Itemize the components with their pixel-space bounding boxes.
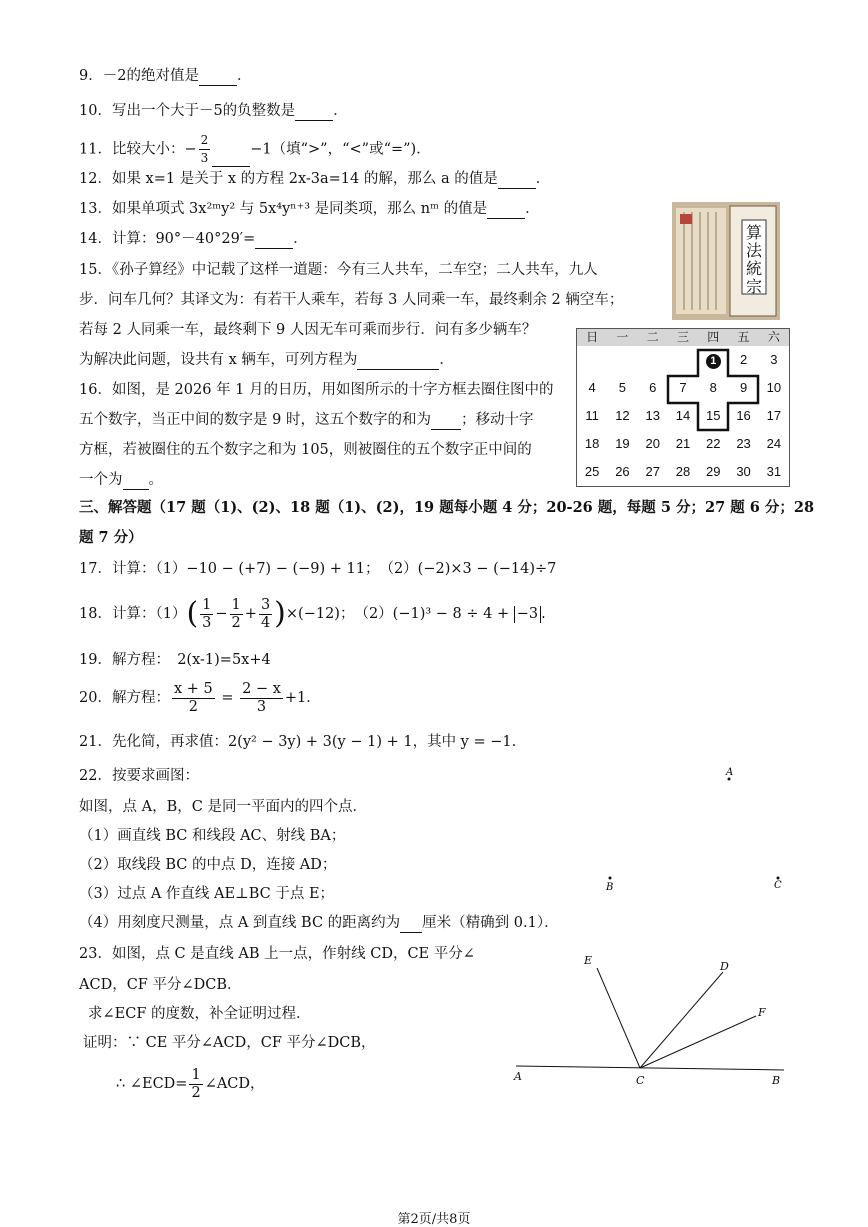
question-14 [79, 229, 308, 249]
calendar-day: 2 [739, 352, 748, 367]
label-a: A [726, 767, 734, 778]
answer-blank[interactable] [400, 916, 422, 933]
question-9 [79, 66, 251, 86]
calendar-weekday: 三 [676, 330, 689, 344]
question-12 [79, 169, 550, 189]
calendar-weekday: 日 [586, 330, 599, 344]
calendar-day: 15 [706, 408, 721, 423]
calendar-day: 9 [739, 380, 748, 395]
calendar-body [577, 346, 789, 486]
q-text: +1． [284, 690, 321, 706]
denominator: 4 [260, 614, 271, 631]
q-text: 按要求画图： [111, 768, 199, 784]
question-19 [79, 650, 271, 670]
q-number: 9． [79, 68, 103, 84]
question-18: 18．计算：（1）( $\frac{1}{3}$ − $\frac{1}{2}$ + $\frac{3}{4}$ )×(−12)； （2）(−1)³ − 8 ÷ 4 + −3 . [79, 596, 546, 631]
calendar-day-marked: 1 [706, 354, 721, 369]
question-21 [79, 732, 516, 752]
ray-ce [597, 968, 640, 1068]
q-text: 如图，是 2026 年 1 月的日历，用如图所示的十字方框去圈住图中的 [111, 382, 554, 398]
q-number: 11． [79, 141, 112, 158]
q-text: ×(−12)； （2）(−1)³ − 8 ÷ 4 + [285, 606, 514, 622]
answer-blank[interactable] [199, 69, 237, 86]
calendar [576, 328, 790, 487]
q-text: 计算：（1） [111, 606, 187, 622]
fraction [189, 1067, 202, 1102]
question-22-line1: 如图，点 A，B，C 是同一平面内的四个点． [79, 799, 367, 815]
svg-text:法: 法 [745, 241, 763, 260]
ray-cf [640, 1016, 756, 1068]
svg-text:統: 統 [745, 259, 763, 278]
fraction [200, 597, 213, 632]
question-16-line2 [79, 410, 533, 430]
q-text: 五个数字，当正中间的数字是 9 时，这五个数字的和为 [79, 412, 431, 428]
q-text: . [541, 606, 546, 622]
calendar-weekday: 一 [616, 330, 629, 344]
q-text: 如图，点 C 是直线 AB 上一点，作射线 CD，CE 平分∠ [111, 946, 475, 962]
label-c: C [636, 1074, 645, 1087]
calendar-day [668, 346, 698, 374]
calendar-weekday: 二 [646, 330, 659, 344]
book-image [672, 202, 780, 320]
calendar-day: 28 [675, 464, 691, 479]
calendar-day: 22 [706, 436, 721, 451]
q-text: ． [293, 231, 308, 247]
answer-blank[interactable] [212, 150, 250, 167]
q-text: 《孙子算经》中记载了这样一道题：今有三人共车，二车空；二人共车，九人 [111, 262, 598, 278]
calendar-day: 5 [618, 380, 627, 395]
answer-blank[interactable] [487, 202, 525, 219]
question-23-line1 [79, 944, 475, 964]
calendar-weekday: 五 [737, 330, 750, 344]
calendar-day: 17 [766, 408, 782, 423]
label-c: C [774, 880, 782, 891]
ray-cd [640, 972, 723, 1068]
answer-blank[interactable] [498, 172, 536, 189]
question-15-line4 [79, 350, 454, 370]
q-number: 10． [79, 103, 112, 119]
question-16-line1 [79, 380, 554, 400]
calendar-day: 25 [584, 464, 600, 479]
q-number: 12． [79, 171, 112, 187]
calendar-day: 23 [736, 436, 751, 451]
calendar-day: 18 [584, 436, 600, 451]
fraction [199, 132, 211, 167]
q-number: 18． [79, 606, 112, 622]
calendar-day [698, 346, 728, 374]
section-heading-cont: 题 7 分） [79, 529, 143, 546]
denominator: 3 [202, 614, 212, 631]
paren: ) [274, 596, 286, 631]
svg-text:宗: 宗 [745, 277, 763, 296]
denominator: 3 [200, 151, 209, 165]
point-b [609, 877, 612, 880]
q-text: ． [525, 201, 540, 217]
calendar-day: 14 [675, 408, 691, 423]
label-b: B [772, 1074, 781, 1087]
answer-blank[interactable] [123, 473, 149, 490]
label-b: B [606, 882, 614, 893]
q-number: 16． [79, 382, 112, 398]
numerator: 1 [231, 596, 241, 613]
q-number: 23． [79, 946, 112, 962]
q-text: ． [439, 352, 454, 368]
calendar-day: 27 [645, 464, 660, 479]
q-number: 14． [79, 231, 112, 247]
answer-blank[interactable] [255, 232, 293, 249]
question-15-line2: 步．问车几何？其译文为：有若干人乘车，若每 3 人同乘一车，最终剩余 2 辆空车； [79, 292, 624, 308]
svg-text:算: 算 [745, 223, 763, 242]
calendar-day: 3 [770, 352, 778, 367]
calendar-day: 8 [709, 380, 717, 395]
answer-blank[interactable] [431, 413, 461, 430]
q-text: ． [236, 68, 252, 84]
q-number: 20． [79, 690, 112, 706]
calendar-day: 16 [736, 408, 751, 423]
q-text: 写出一个大于－5的负整数是 [111, 103, 296, 119]
calendar-day: 20 [645, 436, 660, 451]
section-heading: 三、解答题（17 题（1)、(2)、18 题（1)、(2)，19 题每小题 4 分；20-26 题，每题 5 分；27 题 6 分；28 [79, 499, 815, 516]
question-23-line3: 求∠ECF 的度数，补全证明过程． [88, 1006, 311, 1022]
calendar-day: 4 [588, 380, 596, 395]
numerator: 3 [260, 596, 271, 613]
absolute-value: −3 [514, 606, 541, 623]
q-number: 21． [79, 734, 112, 750]
calendar-weekday: 六 [767, 330, 780, 344]
numerator: 1 [202, 596, 212, 613]
fraction [230, 597, 243, 632]
calendar-day: 10 [766, 380, 782, 395]
q-text: 厘米（精确到 0.1）． [422, 915, 559, 931]
q-text: 为解决此问题，设共有 x 辆车，可列方程为 [79, 352, 358, 368]
q-text: 如果 x=1 是关于 x 的方程 2x-3a=14 的解，那么 a 的值是 [111, 171, 498, 187]
calendar-day: 19 [615, 436, 630, 451]
calendar-weekday: 四 [707, 330, 720, 344]
question-22-line3: （2）取线段 BC 的中点 D，连接 AD； [79, 857, 337, 873]
numerator: x + 5 [173, 680, 213, 697]
q-text: 解方程： [111, 690, 170, 706]
q-text: 如果单项式 3x²ᵐy² 与 5x⁴yⁿ⁺³ 是同类项，那么 nᵐ 的值是 [111, 201, 488, 217]
calendar-day: 12 [615, 408, 630, 423]
q-text: 计算：90°－40°29′= [111, 231, 256, 247]
q-text: （4）用刻度尺测量，点 A 到直线 BC 的距离约为 [79, 915, 401, 931]
calendar-day [607, 346, 637, 374]
numerator: 2 [199, 132, 211, 150]
angle-figure [508, 950, 798, 1090]
q-number: 22． [79, 768, 112, 784]
line-ab [516, 1066, 784, 1070]
question-23-line2: ACD，CF 平分∠DCB． [79, 977, 242, 993]
q-text: 解方程： 2(x-1)=5x+4 [111, 652, 271, 668]
q-text: −1 [250, 141, 272, 158]
calendar-day: 21 [675, 436, 691, 451]
calendar-day: 31 [766, 464, 782, 479]
question-13 [79, 199, 540, 219]
q-text: 计算：（1）−10 − (+7) − (−9) + 11； （2）(−2)×3 − (−14)÷7 [111, 561, 557, 577]
fraction [240, 681, 283, 716]
paren: ( [186, 596, 199, 631]
calendar-day: 24 [766, 436, 782, 451]
answer-blank[interactable] [295, 104, 333, 121]
q-number: 19． [79, 652, 112, 668]
calendar-day [638, 346, 668, 374]
question-22-line4: （3）过点 A 作直线 AE⊥BC 于点 E； [79, 886, 335, 902]
calendar-day [577, 346, 607, 374]
q-text: ；移动十字 [460, 412, 534, 428]
calendar-day: 30 [736, 464, 751, 479]
calendar-day: 29 [706, 464, 721, 479]
q-text: －2的绝对值是 [102, 68, 199, 84]
question-15-line1 [79, 260, 598, 280]
question-23-line5 [116, 1066, 265, 1102]
label-a: A [514, 1070, 522, 1083]
q-text: 。 [148, 472, 163, 488]
points-figure [590, 760, 810, 900]
q-text: ． [535, 171, 551, 187]
question-22-line5 [79, 913, 559, 933]
question-23-line4: 证明：∵ CE 平分∠ACD，CF 平分∠DCB， [83, 1035, 376, 1051]
q-number: 13． [79, 201, 112, 217]
label-f: F [758, 1006, 766, 1019]
denominator: 3 [256, 698, 267, 715]
q-text: （填“>”，“<”或“=”)． [271, 141, 431, 158]
numerator: 1 [191, 1066, 201, 1083]
question-16-line3: 方框，若被圈住的五个数字之和为 105，则被圈住的五个数字正中间的 [79, 442, 532, 458]
denominator: 2 [191, 1084, 201, 1101]
calendar-day: 11 [585, 408, 599, 423]
q-text: 先化简，再求值：2(y² − 3y) + 3(y − 1) + 1，其中 y = −1. [111, 734, 517, 750]
calendar-day: 26 [615, 464, 630, 479]
q-text: ． [333, 103, 348, 119]
question-15-line3: 若每 2 人同乘一车，最终剩下 9 人因无车可乘而步行．问有多少辆车？ [79, 322, 537, 338]
q-text: ∠ACD， [204, 1076, 265, 1092]
question-22-line2: （1）画直线 BC 和线段 AC、射线 BA； [79, 828, 346, 844]
q-number: 15． [79, 262, 112, 278]
calendar-header [577, 329, 789, 346]
question-17 [79, 559, 556, 579]
label-e: E [584, 954, 593, 967]
page-footer: 第2页/共8页 [397, 1212, 471, 1227]
question-11 [79, 132, 431, 167]
calendar-day: 13 [645, 408, 660, 423]
denominator: 2 [231, 614, 241, 631]
denominator: 2 [188, 698, 198, 715]
calendar-day: 6 [649, 380, 657, 395]
answer-blank[interactable] [357, 353, 439, 370]
q-number: 17． [79, 561, 112, 577]
question-20: 20．解方程： $\frac{x + 5}{2}$ = $\frac{2 - x}{3}$ +1． [79, 680, 321, 715]
numerator: 2 − x [242, 680, 281, 697]
question-22-title [79, 766, 199, 786]
calendar-day: 7 [679, 380, 687, 395]
q-text: ∴ ∠ECD= [116, 1076, 188, 1092]
label-d: D [720, 960, 729, 973]
q-text: 一个为 [79, 472, 123, 488]
fraction [259, 597, 272, 632]
fraction [172, 681, 215, 716]
question-10 [79, 101, 348, 121]
q-text: 比较大小：− [111, 141, 197, 158]
question-16-line4 [79, 470, 163, 490]
